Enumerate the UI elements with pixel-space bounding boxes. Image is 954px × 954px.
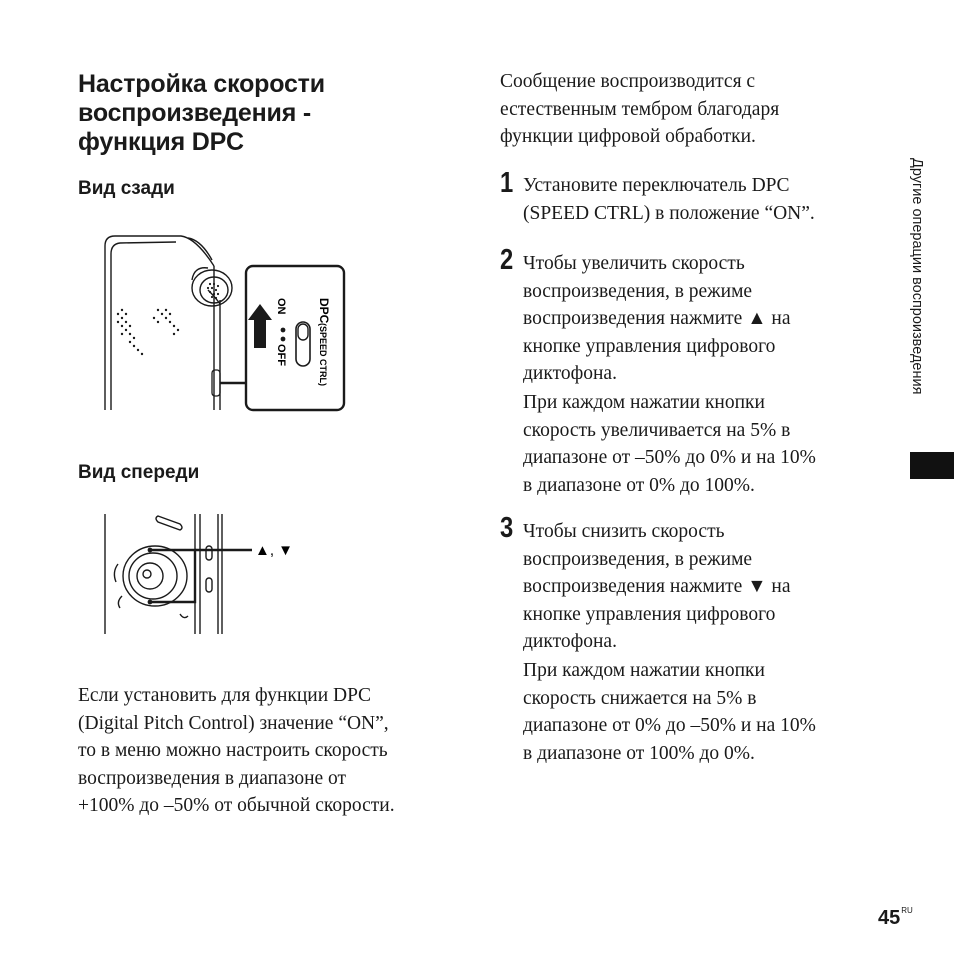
switch-off-label: OFF	[275, 344, 287, 366]
front-view-heading: Вид спереди	[78, 462, 200, 483]
step-number: 1	[500, 167, 514, 199]
note-line: в диапазоне от 0% до 100%.	[523, 474, 755, 496]
switch-speed-ctrl-label: (SPEED CTRL)	[318, 323, 328, 386]
step-1-text	[523, 172, 815, 227]
step-line: Установите переключатель DPC	[523, 175, 790, 196]
intro-paragraph	[78, 682, 395, 820]
page-number	[878, 906, 913, 930]
section-side-label: Другие операции воспроизведения	[909, 158, 925, 395]
front-view-illustration	[100, 512, 305, 637]
note-line: скорость снижается на 5% в	[523, 687, 757, 709]
step-number: 2	[500, 244, 514, 276]
note-line: При каждом нажатии кнопки	[523, 660, 765, 681]
step-2-note	[523, 389, 816, 499]
note-line: При каждом нажатии кнопки	[523, 392, 765, 413]
message-paragraph	[500, 68, 779, 151]
rear-view-heading: Вид сзади	[78, 178, 175, 199]
step-line: диктофона.	[523, 363, 617, 384]
section-tab-marker	[910, 452, 954, 479]
switch-on-label: ON	[275, 298, 287, 315]
switch-dpc-label: DPC	[317, 298, 331, 324]
intro-line: то в меню можно настроить скорость	[78, 740, 388, 761]
step-line: кнопке управления цифрового	[523, 603, 776, 625]
step-line: Чтобы увеличить скорость	[523, 253, 745, 274]
step-line: кнопке управления цифрового	[523, 335, 776, 357]
note-line: диапазоне от –50% до 0% и на 10%	[523, 447, 816, 468]
page-number-value: 45	[878, 907, 901, 929]
step-line: Чтобы снизить скорость	[523, 521, 725, 542]
step-number: 3	[500, 512, 514, 544]
intro-line: +100% до –50% от обычной скорости.	[78, 795, 395, 816]
note-line: диапазоне от 0% до –50% и на 10%	[523, 715, 816, 736]
step-line: диктофона.	[523, 631, 617, 652]
title-line: функция DPC	[78, 128, 244, 156]
step-3-text	[523, 518, 790, 656]
step-line: (SPEED CTRL) в положение “ON”.	[523, 202, 815, 224]
message-line: функции цифровой обработки.	[500, 126, 756, 147]
step-line: воспроизведения нажмите ▼ на	[523, 576, 791, 597]
intro-line: Если установить для функции DPC	[78, 685, 371, 706]
step-line: воспроизведения нажмите ▲ на	[523, 308, 791, 329]
rear-view-illustration	[96, 230, 351, 415]
page-title	[78, 70, 418, 157]
message-line: естественным тембром благодаря	[500, 98, 780, 120]
step-line: воспроизведения, в режиме	[523, 548, 753, 570]
note-line: скорость увеличивается на 5% в	[523, 419, 791, 441]
note-line: в диапазоне от 100% до 0%.	[523, 742, 755, 764]
title-line: воспроизведения -	[78, 99, 311, 127]
intro-line: (Digital Pitch Control) значение “ON”,	[78, 712, 389, 734]
step-3-note	[523, 657, 816, 767]
intro-line: воспроизведения в диапазоне от	[78, 767, 347, 789]
button-up-down-label: ▲, ▼	[255, 542, 294, 559]
step-line: воспроизведения, в режиме	[523, 280, 753, 302]
page-language: RU	[901, 906, 913, 915]
message-line: Сообщение воспроизводится с	[500, 71, 756, 92]
step-2-text	[523, 250, 790, 388]
title-line: Настройка скорости	[78, 70, 325, 98]
